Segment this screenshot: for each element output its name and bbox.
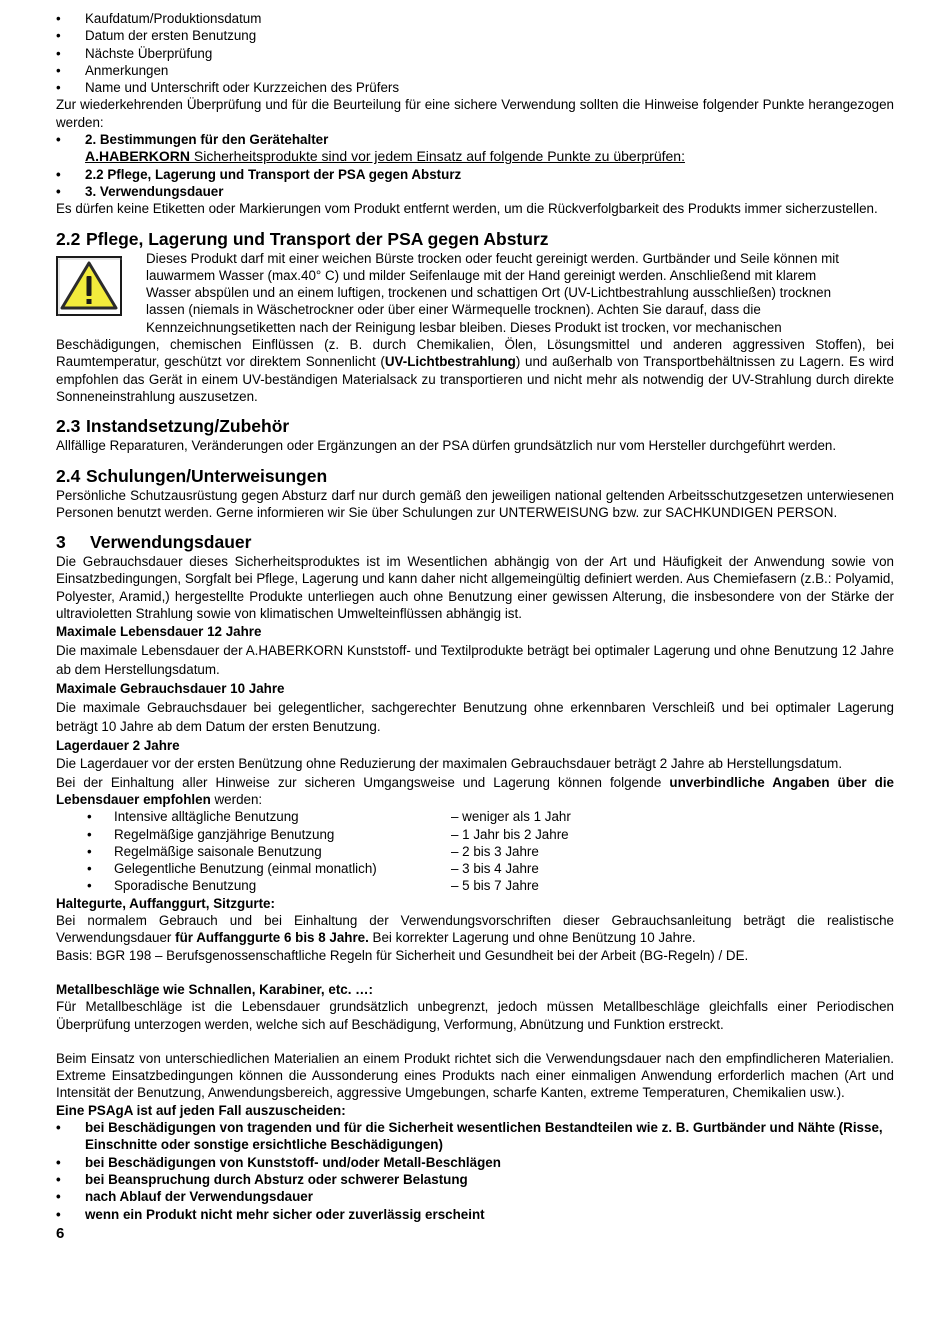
storage-duration-text: Die Lagerdauer vor der ersten Benützung ohne Reduzierung der maximalen Gebrauchsdauer beträgt 2 Jahre ab Herstellungsdatum.	[56, 756, 843, 772]
list-item: • Gelegentliche Benutzung (einmal monatlich) – 3 bis 4 Jahre	[56, 860, 894, 877]
max-life-label: Maximale Lebensdauer 12 Jahre	[56, 624, 262, 640]
list-item: • bei Beanspruchung durch Absturz oder schwerer Belastung	[56, 1171, 894, 1188]
storage-duration-label: Lagerdauer 2 Jahre	[56, 738, 180, 754]
list-item: • Nächste Überprüfung	[56, 45, 894, 62]
page-number: 6	[56, 1224, 65, 1242]
basis-paragraph: Basis: BGR 198 – Berufsgenossenschaftliche Regeln für Sicherheit und Gesundheit bei der Arbeit (BG-Regeln) / DE.	[56, 947, 749, 963]
discard-label: Eine PSAgA ist auf jeden Fall auszuscheiden:	[56, 1102, 346, 1118]
metal-label: Metallbeschläge wie Schnallen, Karabiner, etc. …:	[56, 981, 374, 997]
harness-label: Haltegurte, Auffanggurt, Sitzgurte:	[56, 895, 275, 911]
max-use-text: Die maximale Gebrauchsdauer bei gelegentlicher, sachgerechter Benutzung ohne erkennbaren Verschleiß und bei optimaler Lagerung beträgt 10 Jahre ab dem Datum der ersten Benutzung.	[56, 699, 894, 734]
list-item: • Kaufdatum/Produktionsdatum	[56, 10, 894, 27]
harness-paragraph: Bei normalem Gebrauch und bei Einhaltung der Verwendungsvorschriften dieser Gebrauchsanleitung beträgt die realistische Verwendungsdauer für Auffanggurte 6 bis 8 Jahre. Bei korrekter Lagerung und ohne Benützung 10 Jahre.	[56, 913, 894, 946]
list-item: • Datum der ersten Benutzung	[56, 27, 894, 44]
care-line: Dieses Produkt darf mit einer weichen Bürste trocken oder feucht gereinigt werden. Gurtbänder und Seile können mit	[146, 250, 839, 266]
list-item: • Anmerkungen	[56, 62, 894, 79]
check-list	[56, 131, 894, 148]
list-item: • bei Beschädigungen von tragenden und für die Sicherheit wesentlichen Bestandteilen wie z. B. Gurtbänder und Nähte (Risse, Einschnitte oder sonstige ersichtliche Beschädigungen)	[56, 1119, 894, 1154]
list-item: • bei Beschädigungen von Kunststoff- und/oder Metall-Beschlägen	[56, 1154, 894, 1171]
list-item: • Intensive alltägliche Benutzung – weniger als 1 Jahr	[56, 808, 894, 825]
list-item: • wenn ein Produkt nicht mehr sicher oder zuverlässig erscheint	[56, 1206, 894, 1223]
max-life-text: Die maximale Lebensdauer der A.HABERKORN Kunststoff- und Textilprodukte beträgt bei optimaler Lagerung und ohne Benutzung 12 Jahre ab dem Herstellungsdatum.	[56, 642, 894, 677]
check-list-continued	[56, 166, 894, 201]
section-heading-3: 3 Verwendungsdauer	[56, 532, 252, 553]
list-item: • Name und Unterschrift oder Kurzzeichen des Prüfers	[56, 79, 894, 96]
duration-list	[56, 808, 894, 894]
metal-paragraph: Für Metallbeschläge ist die Lebensdauer grundsätzlich unbegrenzt, jedoch müssen Metallbeschläge gleichfalls einer Periodischen Überprüfung unterzogen werden, welche sich auf Beschädigung, Verformung, Abnützung und Funktion erstreckt.	[56, 999, 894, 1032]
repair-paragraph: Allfällige Reparaturen, Veränderungen oder Ergänzungen an der PSA dürfen grundsätzlich nur vom Hersteller durchgeführt werden.	[56, 438, 837, 454]
training-paragraph: Persönliche Schutzausrüstung gegen Absturz darf nur durch gemäß den jeweiligen national geltenden Arbeitsschutzgesetzen unterwiesenen Personen benutzt werden. Gerne informieren wir Sie über Schulungen zur UNTERWEISUNG bzw. zur SACHKUNDIGEN PERSON.	[56, 487, 894, 520]
list-item: • Regelmäßige saisonale Benutzung – 2 bis 3 Jahre	[56, 843, 894, 860]
brand-name: A.HABERKORN	[85, 148, 190, 165]
list-item: • 2. Bestimmungen für den Gerätehalter	[56, 131, 894, 148]
discard-list	[56, 1119, 894, 1223]
check-note	[56, 148, 894, 165]
label-paragraph: Es dürfen keine Etiketten oder Markierungen vom Produkt entfernt werden, um die Rückverfolgbarkeit des Produkts immer sicherzustellen.	[56, 201, 878, 217]
service-life-intro: Die Gebrauchsdauer dieses Sicherheitsproduktes ist im Wesentlichen abhängig von der Art und Häufigkeit der Anwendung sowie von Einsatzbedingungen, Sorgfalt bei Pflege, Lagerung und kann daher nicht allgemeingültig definiert werden. Aus Chemiefasern (z.B.: Polyamid, Polyester, Aramid,) hergestellte Produkte unterliegen auch ohne Benutzung einer gewissen Alterung, die insbesondere von der Stärke der ultravioletten Strahlung sowie von klimatischen Umwelteinflüssen abhängig ist.	[56, 554, 894, 622]
care-line: lauwarmem Wasser (max.40° C) und milder Seifenlauge mit der Hand gereinigt werden. Anschließend mit klarem	[146, 267, 817, 283]
list-item: • 3. Verwendungsdauer	[56, 183, 894, 200]
storage-paragraph: Beschädigungen, chemischen Einflüssen (z. B. durch Chemikalien, Ölen, Lösungsmittel und anderen aggressiven Stoffen), bei Raumtemperatur, geschützt vor direktem Sonnenlicht (UV-Lichtbestrahlung) und außerhalb von Transportbehältnissen zu Lagern. Es wird empfohlen das Gerät in einem UV-beständigen Materialsack zu transportieren und nicht mehr als notwendig der UV-Strahlung durch direkte Sonneneinstrahlung auszusetzen.	[56, 337, 894, 404]
list-item: • Sporadische Benutzung – 5 bis 7 Jahre	[56, 877, 894, 894]
intro-paragraph: Zur wiederkehrenden Überprüfung und für die Beurteilung für eine sichere Verwendung sollten die Hinweise folgender Punkte herangezogen werden:	[56, 97, 894, 130]
note-text: Sicherheitsprodukte sind vor jedem Einsatz auf folgende Punkte zu überprüfen:	[190, 148, 685, 165]
warning-icon	[56, 256, 122, 316]
list-item: • nach Ablauf der Verwendungsdauer	[56, 1188, 894, 1205]
list-item: • Regelmäßige ganzjährige Benutzung – 1 Jahr bis 2 Jahre	[56, 826, 894, 843]
care-line: lassen (niemals in Wäschetrockner oder über einer Wärmequelle trocknen). Achten Sie darauf, dass die	[146, 302, 761, 318]
max-use-label: Maximale Gebrauchsdauer 10 Jahre	[56, 681, 285, 697]
care-line: Wasser abspülen und an einem luftigen, trockenen und schattigen Ort (UV-Lichtbestrahlung ausschließen) trocknen	[146, 285, 832, 301]
document-page	[56, 10, 894, 1242]
care-line: Kennzeichnungsetiketten nach der Reinigung lesbar bleiben. Dieses Produkt ist trocken, vor mechanischen	[146, 319, 782, 335]
recommendation-paragraph: Bei der Einhaltung aller Hinweise zur sicheren Umgangsweise und Lagerung können folgende unverbindliche Angaben über die Lebensdauer empfohlen werden:	[56, 774, 894, 807]
list-item: • 2.2 Pflege, Lagerung und Transport der PSA gegen Absturz	[56, 166, 894, 183]
section-heading-2-3: 2.3 Instandsetzung/Zubehör	[56, 416, 290, 437]
record-fields-list	[56, 10, 894, 96]
care-block	[56, 250, 894, 336]
section-heading-2-4: 2.4 Schulungen/Unterweisungen	[56, 465, 328, 486]
section-heading-2-2: 2.2 Pflege, Lagerung und Transport der PSA gegen Absturz	[56, 228, 549, 249]
material-paragraph: Beim Einsatz von unterschiedlichen Materialien an einem Produkt richtet sich die Verwendungsdauer nach den empfindlicheren Materialien. Extreme Einsatzbedingungen können die Aussonderung eines Produkts nach einer einmaligen Anwendung erforderlich machen (Art und Intensität der Benutzung, Anwendungsbereich, aggressive Umgebungen, scharfe Kanten, extreme Temperaturen, Chemikalien usw.).	[56, 1050, 894, 1101]
